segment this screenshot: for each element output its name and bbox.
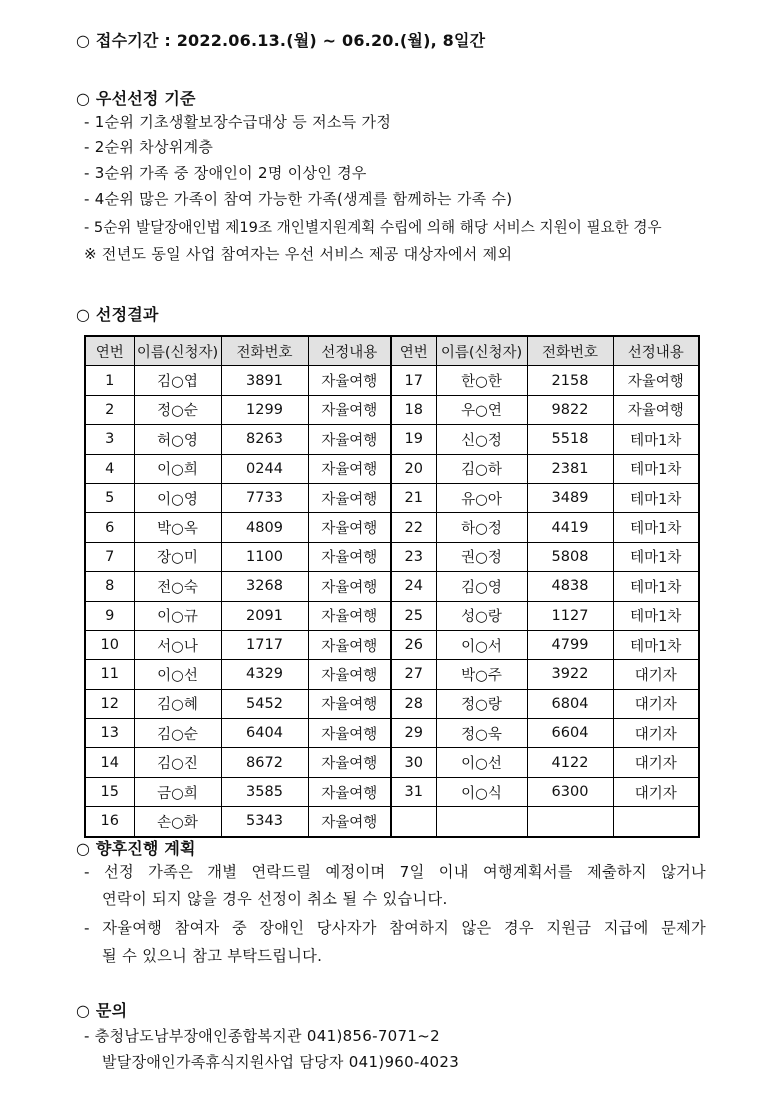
header-name: 이름(신청자) <box>134 336 221 366</box>
cell-no: 17 <box>391 366 436 395</box>
table-row <box>85 425 699 454</box>
cell-name: 우○연 <box>436 395 527 424</box>
cell-name: 하○정 <box>436 513 527 542</box>
priority-item-1: - 1순위 기초생활보장수급대상 등 저소득 가정 <box>84 113 392 131</box>
cell-no: 2 <box>85 395 134 424</box>
cell-name: 허○영 <box>134 425 221 454</box>
cell-name: 이○선 <box>134 660 221 689</box>
cell-phone: 1299 <box>221 395 308 424</box>
cell-name: 장○미 <box>134 542 221 571</box>
cell-name: 박○옥 <box>134 513 221 542</box>
plan-paragraph-1-line-2: 연락이 되지 않을 경우 선정이 취소 될 수 있습니다. <box>102 890 448 908</box>
cell-no: 23 <box>391 542 436 571</box>
cell-selection: 자율여행 <box>613 395 699 424</box>
cell-selection: 테마1차 <box>613 572 699 601</box>
contact-line-1: - 충청남도남부장애인종합복지관 041)856-7071~2 <box>84 1027 440 1045</box>
cell-name: 권○정 <box>436 542 527 571</box>
cell-no: 18 <box>391 395 436 424</box>
table-header-row <box>85 336 699 366</box>
cell-phone: 3268 <box>221 572 308 601</box>
cell-selection: 대기자 <box>613 748 699 777</box>
cell-name: 김○영 <box>436 572 527 601</box>
cell-name: 정○랑 <box>436 689 527 718</box>
cell-no: 6 <box>85 513 134 542</box>
cell-selection: 자율여행 <box>308 395 391 424</box>
plan-paragraph-2-line-1: - 자율여행 참여자 중 장애인 당사자가 참여하지 않은 경우 지원금 지급에 문제가 <box>84 919 706 937</box>
priority-item-4: - 4순위 많은 가족이 참여 가능한 가족(생계를 함께하는 가족 수) <box>84 190 513 208</box>
cell-no: 13 <box>85 719 134 748</box>
cell-selection: 테마1차 <box>613 601 699 630</box>
cell-selection: 테마1차 <box>613 513 699 542</box>
cell-no: 12 <box>85 689 134 718</box>
priority-item-2: - 2순위 차상위계층 <box>84 138 214 156</box>
plan-paragraph-1-line-1: - 선정 가족은 개별 연락드릴 예정이며 7일 이내 여행계획서를 제출하지 않거나 <box>84 863 706 881</box>
cell-selection: 자율여행 <box>308 719 391 748</box>
table-row <box>85 660 699 689</box>
cell-no: 20 <box>391 454 436 483</box>
table-row <box>85 777 699 806</box>
cell-name: 이○선 <box>436 748 527 777</box>
cell-no: 7 <box>85 542 134 571</box>
cell-name: 금○희 <box>134 777 221 806</box>
cell-selection: 자율여행 <box>308 660 391 689</box>
cell-name: 정○욱 <box>436 719 527 748</box>
cell-name: 신○정 <box>436 425 527 454</box>
cell-no: 10 <box>85 630 134 659</box>
header-name: 이름(신청자) <box>436 336 527 366</box>
cell-selection: 대기자 <box>613 719 699 748</box>
cell-selection: 대기자 <box>613 660 699 689</box>
cell-name: 성○랑 <box>436 601 527 630</box>
table-row <box>85 807 699 837</box>
table-row <box>85 748 699 777</box>
cell-name: 김○혜 <box>134 689 221 718</box>
cell-selection: 자율여행 <box>308 542 391 571</box>
cell-phone: 4419 <box>527 513 613 542</box>
header-selection: 선정내용 <box>613 336 699 366</box>
cell-phone: 4799 <box>527 630 613 659</box>
cell-no: 16 <box>85 807 134 837</box>
cell-phone: 3585 <box>221 777 308 806</box>
cell-selection <box>613 807 699 837</box>
cell-no: 28 <box>391 689 436 718</box>
cell-name: 김○엽 <box>134 366 221 395</box>
cell-no: 1 <box>85 366 134 395</box>
cell-name: 김○하 <box>436 454 527 483</box>
cell-phone: 9822 <box>527 395 613 424</box>
cell-name: 한○한 <box>436 366 527 395</box>
cell-phone: 8672 <box>221 748 308 777</box>
cell-name: 김○진 <box>134 748 221 777</box>
cell-selection: 자율여행 <box>308 748 391 777</box>
header-selection: 선정내용 <box>308 336 391 366</box>
cell-selection: 자율여행 <box>308 425 391 454</box>
table-row <box>85 454 699 483</box>
cell-phone <box>527 807 613 837</box>
cell-selection: 대기자 <box>613 689 699 718</box>
cell-selection: 대기자 <box>613 777 699 806</box>
cell-no: 8 <box>85 572 134 601</box>
cell-selection: 자율여행 <box>613 366 699 395</box>
contact-heading: ○ 문의 <box>76 1001 128 1020</box>
cell-no: 21 <box>391 483 436 512</box>
cell-name: 이○식 <box>436 777 527 806</box>
cell-phone: 5343 <box>221 807 308 837</box>
cell-phone: 4122 <box>527 748 613 777</box>
cell-selection: 자율여행 <box>308 777 391 806</box>
cell-name: 이○희 <box>134 454 221 483</box>
cell-no: 31 <box>391 777 436 806</box>
cell-no: 5 <box>85 483 134 512</box>
table-row <box>85 601 699 630</box>
table-row <box>85 572 699 601</box>
cell-no: 9 <box>85 601 134 630</box>
cell-selection: 자율여행 <box>308 572 391 601</box>
cell-no: 25 <box>391 601 436 630</box>
table-row <box>85 689 699 718</box>
cell-phone: 6604 <box>527 719 613 748</box>
cell-no: 26 <box>391 630 436 659</box>
results-table <box>84 335 700 838</box>
cell-no: 3 <box>85 425 134 454</box>
cell-selection: 테마1차 <box>613 425 699 454</box>
cell-selection: 자율여행 <box>308 513 391 542</box>
plan-paragraph-2-line-2: 될 수 있으니 참고 부탁드립니다. <box>102 947 323 965</box>
table-row <box>85 542 699 571</box>
cell-phone: 2381 <box>527 454 613 483</box>
cell-name: 유○아 <box>436 483 527 512</box>
cell-phone: 6404 <box>221 719 308 748</box>
table-row <box>85 366 699 395</box>
cell-name <box>436 807 527 837</box>
header-no: 연번 <box>85 336 134 366</box>
cell-selection: 테마1차 <box>613 630 699 659</box>
cell-phone: 8263 <box>221 425 308 454</box>
cell-phone: 1717 <box>221 630 308 659</box>
results-heading: ○ 선정결과 <box>76 305 159 324</box>
cell-name: 전○숙 <box>134 572 221 601</box>
cell-phone: 5808 <box>527 542 613 571</box>
header-phone: 전화번호 <box>221 336 308 366</box>
cell-selection: 자율여행 <box>308 630 391 659</box>
cell-name: 정○순 <box>134 395 221 424</box>
cell-no: 14 <box>85 748 134 777</box>
cell-selection: 자율여행 <box>308 807 391 837</box>
cell-phone: 2091 <box>221 601 308 630</box>
header-phone: 전화번호 <box>527 336 613 366</box>
table-row <box>85 630 699 659</box>
cell-phone: 6804 <box>527 689 613 718</box>
cell-no: 15 <box>85 777 134 806</box>
cell-no: 4 <box>85 454 134 483</box>
cell-name: 김○순 <box>134 719 221 748</box>
cell-name: 손○화 <box>134 807 221 837</box>
table-row <box>85 395 699 424</box>
cell-phone: 0244 <box>221 454 308 483</box>
cell-phone: 4838 <box>527 572 613 601</box>
header-no: 연번 <box>391 336 436 366</box>
table-row <box>85 483 699 512</box>
cell-no <box>391 807 436 837</box>
cell-phone: 1100 <box>221 542 308 571</box>
cell-name: 이○서 <box>436 630 527 659</box>
cell-phone: 5518 <box>527 425 613 454</box>
cell-no: 24 <box>391 572 436 601</box>
cell-phone: 7733 <box>221 483 308 512</box>
cell-phone: 5452 <box>221 689 308 718</box>
cell-no: 29 <box>391 719 436 748</box>
priority-note: ※ 전년도 동일 사업 참여자는 우선 서비스 제공 대상자에서 제외 <box>84 245 513 263</box>
priority-heading: ○ 우선선정 기준 <box>76 89 196 108</box>
cell-selection: 자율여행 <box>308 483 391 512</box>
plan-heading: ○ 향후진행 계획 <box>76 839 196 858</box>
cell-phone: 3489 <box>527 483 613 512</box>
cell-selection: 테마1차 <box>613 542 699 571</box>
cell-phone: 3891 <box>221 366 308 395</box>
table-row <box>85 513 699 542</box>
cell-selection: 자율여행 <box>308 366 391 395</box>
cell-name: 서○나 <box>134 630 221 659</box>
cell-phone: 2158 <box>527 366 613 395</box>
priority-item-5: - 5순위 발달장애인법 제19조 개인별지원계획 수립에 의해 해당 서비스 지원이 필요한 경우 <box>84 219 662 236</box>
table-row <box>85 719 699 748</box>
cell-no: 11 <box>85 660 134 689</box>
cell-phone: 3922 <box>527 660 613 689</box>
cell-selection: 자율여행 <box>308 689 391 718</box>
cell-selection: 테마1차 <box>613 483 699 512</box>
cell-name: 이○영 <box>134 483 221 512</box>
cell-phone: 4809 <box>221 513 308 542</box>
application-period: ○ 접수기간 : 2022.06.13.(월) ~ 06.20.(월), 8일간 <box>76 31 486 50</box>
cell-no: 30 <box>391 748 436 777</box>
cell-no: 22 <box>391 513 436 542</box>
cell-selection: 자율여행 <box>308 454 391 483</box>
priority-item-3: - 3순위 가족 중 장애인이 2명 이상인 경우 <box>84 164 367 182</box>
contact-line-2: 발달장애인가족휴식지원사업 담당자 041)960-4023 <box>102 1053 460 1071</box>
cell-phone: 4329 <box>221 660 308 689</box>
cell-phone: 1127 <box>527 601 613 630</box>
cell-no: 19 <box>391 425 436 454</box>
cell-name: 이○규 <box>134 601 221 630</box>
cell-no: 27 <box>391 660 436 689</box>
cell-phone: 6300 <box>527 777 613 806</box>
cell-selection: 테마1차 <box>613 454 699 483</box>
cell-name: 박○주 <box>436 660 527 689</box>
cell-selection: 자율여행 <box>308 601 391 630</box>
